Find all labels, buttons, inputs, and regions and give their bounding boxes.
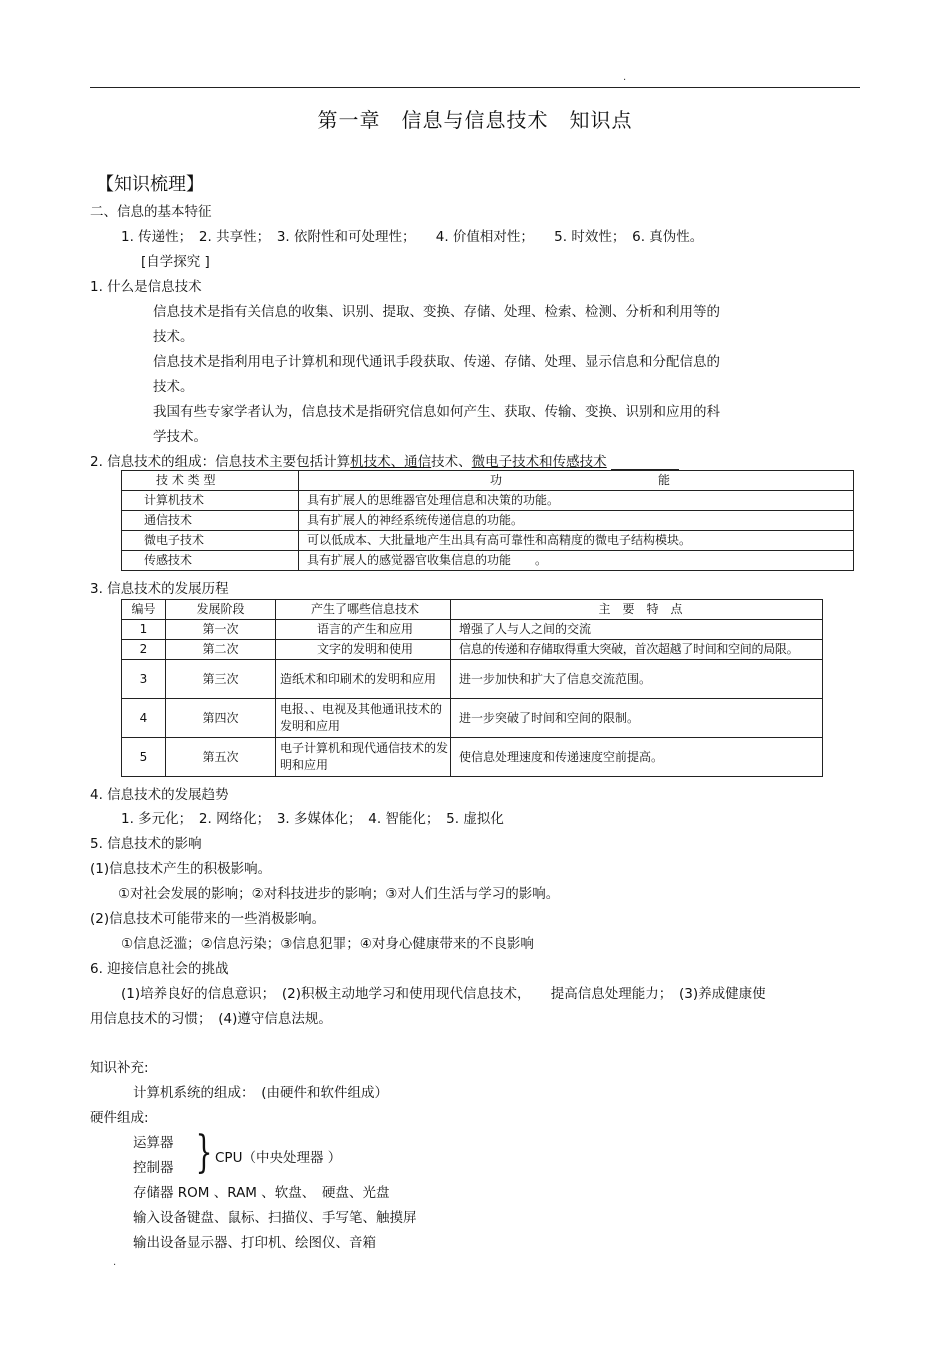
q4-heading: 4. 信息技术的发展趋势	[90, 787, 229, 803]
table-cell: 电子计算机和现代通信技术的发明和应用	[276, 738, 451, 777]
table-cell: 第三次	[166, 660, 276, 699]
table-cell: 造纸术和印刷术的发明和应用	[276, 660, 451, 699]
q6-line: (1)培养良好的信息意识； (2)积极主动地学习和使用现代信息技术， 提高信息处理能力； (3)养成健康使	[121, 986, 766, 1002]
table-row	[122, 660, 823, 699]
table-cell: 进一步突破了时间和空间的限制。	[451, 699, 823, 738]
table-cell: 进一步加快和扩大了信息交流范围。	[451, 660, 823, 699]
page-title: 第一章 信息与信息技术 知识点	[317, 108, 633, 132]
table-header-row	[122, 471, 854, 491]
q2-heading-prefix: 2. 信息技术的组成：信息技术主要包括计算	[90, 454, 351, 470]
answer-blank	[611, 455, 679, 470]
self-study-label: [自学探究 ]	[141, 254, 210, 270]
output-devices-line: 输出设备显示器、打印机、绘图仪、音箱	[133, 1235, 376, 1251]
table-cell: 第四次	[166, 699, 276, 738]
q1-line: 学技术。	[153, 429, 207, 445]
tech-components-table	[121, 470, 854, 571]
table-cell: 具有扩展人的感觉器官收集信息的功能 。	[299, 551, 854, 571]
q2-heading-underlined: 技术和传感技术	[512, 454, 607, 470]
basic-features-heading: 二、信息的基本特征	[90, 204, 212, 220]
q1-line: 我国有些专家学者认为，信息技术是指研究信息如何产生、获取、传输、变换、识别和应用的科	[153, 404, 720, 420]
table-cell: 第五次	[166, 738, 276, 777]
table-cell: 文字的发明和使用	[276, 640, 451, 660]
q3-heading: 3. 信息技术的发展历程	[90, 581, 229, 597]
table-cell: 5	[122, 738, 166, 777]
q1-line: 技术。	[153, 379, 194, 395]
table-cell: 具有扩展人的思维器官处理信息和决策的功能。	[299, 491, 854, 511]
table-row	[122, 551, 854, 571]
table-cell: 1	[122, 620, 166, 640]
table-cell: 电报、、电视及其他通讯技术的发明和应用	[276, 699, 451, 738]
table-cell: 通信技术	[122, 511, 299, 531]
supplement-heading: 知识补充:	[90, 1060, 149, 1076]
q6-line: 用信息技术的习惯； (4)遵守信息法规。	[90, 1011, 332, 1027]
q2-heading-underlined: 机技术、通信	[350, 454, 432, 470]
section-heading: 【知识梳理】	[96, 174, 204, 195]
table-row	[122, 738, 823, 777]
table-header-cell: 技 术 类 型	[122, 471, 299, 491]
table-cell: 信息的传递和存储取得重大突破，首次超越了时间和空间的局限。	[451, 640, 823, 660]
table-header-cell: 主 要 特 点	[451, 600, 823, 620]
table-header-cell: 编号	[122, 600, 166, 620]
table-cell: 计算机技术	[122, 491, 299, 511]
q5-heading: 5. 信息技术的影响	[90, 836, 202, 852]
q5-positive-heading: (1)信息技术产生的积极影响。	[90, 861, 272, 877]
hardware-heading: 硬件组成:	[90, 1110, 149, 1126]
table-header-cell: 产生了哪些信息技术	[276, 600, 451, 620]
cpu-label: CPU（中央处理器 ）	[215, 1150, 342, 1166]
table-cell: 第二次	[166, 640, 276, 660]
q5-positive-items: ①对社会发展的影响；②对科技进步的影响；③对人们生活与学习的影响。	[118, 886, 560, 902]
table-cell: 3	[122, 660, 166, 699]
q1-line: 技术。	[153, 329, 194, 345]
tech-history-table	[121, 599, 823, 777]
q4-items: 1. 多元化； 2. 网络化； 3. 多媒体化； 4. 智能化； 5. 虚拟化	[121, 811, 504, 827]
table-cell: 4	[122, 699, 166, 738]
table-cell: 使信息处理速度和传递速度空前提高。	[451, 738, 823, 777]
header-rule	[90, 87, 860, 88]
table-cell: 第一次	[166, 620, 276, 640]
table-row	[122, 511, 854, 531]
header-dot: .	[623, 72, 627, 83]
table-header-row	[122, 600, 823, 620]
table-cell: 传感技术	[122, 551, 299, 571]
table-row	[122, 640, 823, 660]
brace-icon: }	[195, 1127, 213, 1178]
table-cell: 可以低成本、大批量地产生出具有高可靠性和高精度的微电子结构模块。	[299, 531, 854, 551]
table-cell: 具有扩展人的神经系统传递信息的功能。	[299, 511, 854, 531]
table-cell: 微电子技术	[122, 531, 299, 551]
table-cell: 2	[122, 640, 166, 660]
table-header-cell: 发展阶段	[166, 600, 276, 620]
q2-heading	[90, 450, 679, 470]
table-row	[122, 620, 823, 640]
table-cell: 语言的产生和应用	[276, 620, 451, 640]
table-header-cell: 功 能	[299, 471, 854, 491]
table-row	[122, 699, 823, 738]
q2-heading-mid: 技术、	[431, 454, 472, 470]
computer-system-line: 计算机系统的组成： (由硬件和软件组成）	[133, 1085, 389, 1101]
q2-heading-underlined: 微电子	[471, 454, 513, 470]
q1-heading: 1. 什么是信息技术	[90, 279, 202, 295]
controller-label: 控制器	[133, 1160, 174, 1176]
table-row	[122, 491, 854, 511]
q1-line: 信息技术是指利用电子计算机和现代通讯手段获取、传递、存储、处理、显示信息和分配信息的	[153, 354, 720, 370]
table-row	[122, 531, 854, 551]
q1-line: 信息技术是指有关信息的收集、识别、提取、变换、存储、处理、检索、检测、分析和利用等的	[153, 304, 720, 320]
table-cell: 增强了人与人之间的交流	[451, 620, 823, 640]
footer-dot: .	[113, 1257, 117, 1268]
storage-line: 存储器 ROM 、RAM 、软盘、 硬盘、光盘	[133, 1185, 390, 1201]
q5-negative-heading: (2)信息技术可能带来的一些消极影响。	[90, 911, 326, 927]
basic-features-items: 1. 传递性； 2. 共享性； 3. 依附性和可处理性； 4. 价值相对性； 5. 时效性； 6. 真伪性。	[121, 229, 704, 245]
input-devices-line: 输入设备键盘、鼠标、扫描仪、手写笔、触摸屏	[133, 1210, 417, 1226]
q6-heading: 6. 迎接信息社会的挑战	[90, 961, 229, 977]
alu-label: 运算器	[133, 1135, 174, 1151]
q5-negative-items: ①信息泛滥；②信息污染；③信息犯罪；④对身心健康带来的不良影响	[121, 936, 534, 952]
